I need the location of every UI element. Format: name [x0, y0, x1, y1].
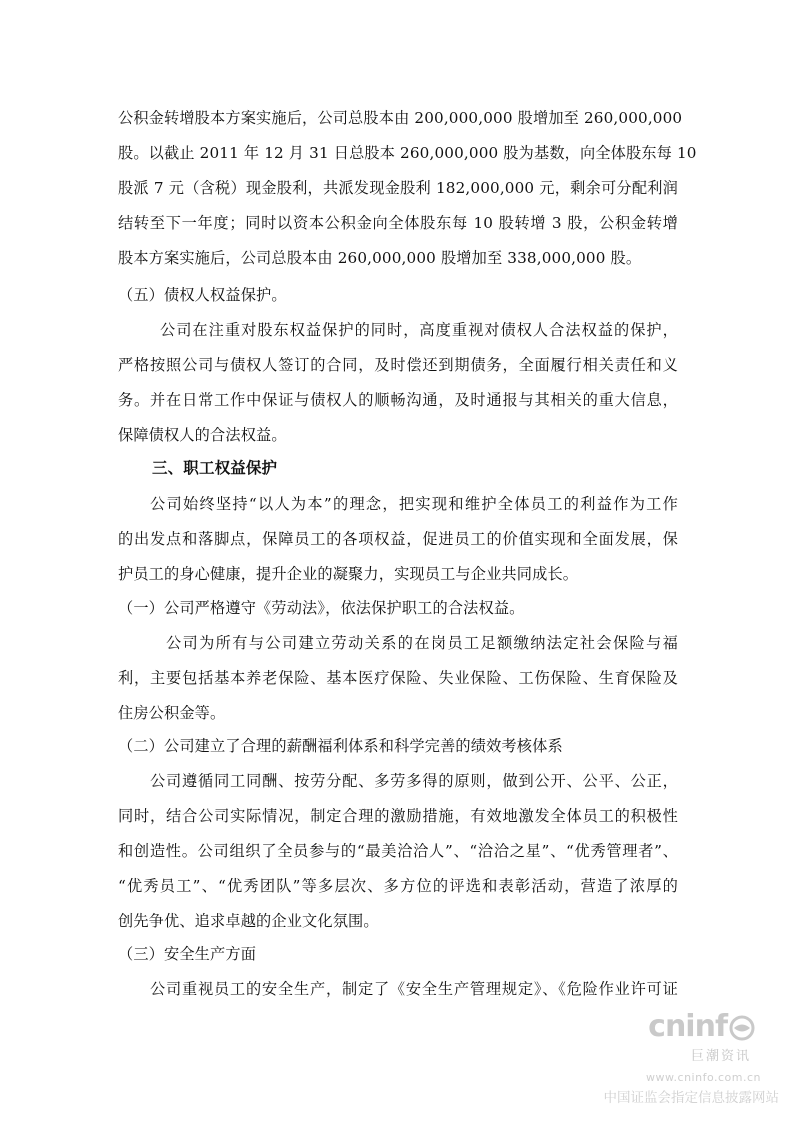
section-heading: （一）公司严格遵守《劳动法》，依法保护职工的合法权益。 — [118, 599, 525, 617]
paragraph-line: 公司在注重对股东权益保护的同时，高度重视对债权人合法权益的保护， — [160, 321, 678, 339]
paragraph-line: 股派 7 元（含税）现金股利，共派发现金股利 182,000,000 元，剩余可分配利润 — [118, 179, 678, 197]
section-heading: （二）公司建立了合理的薪酬福利体系和科学完善的绩效考核体系 — [118, 737, 563, 755]
paragraph-line: 结转至下一年度；同时以资本公积金向全体股东每 10 股转增 3 股，公积金转增 — [118, 214, 678, 232]
watermark-brand-name: 巨潮资讯 — [690, 1049, 751, 1064]
paragraph-line: 保障债权人的合法权益。 — [118, 426, 287, 444]
paragraph-line: 公司重视员工的安全生产，制定了《安全生产管理规定》、《危险作业许可证 — [150, 980, 678, 998]
cninfo-logo — [648, 1009, 755, 1044]
section-heading: （五）债权人权益保护。 — [118, 286, 287, 304]
paragraph-line: 和创造性。公司组织了全员参与的“最美洽洽人”、“洽洽之星”、“优秀管理者”、 — [118, 842, 678, 860]
logo-swirl-icon — [729, 1015, 755, 1041]
paragraph-line: 利，主要包括基本养老保险、基本医疗保险、失业保险、工伤保险、生育保险及 — [118, 669, 678, 687]
paragraph-line: 护员工的身心健康，提升企业的凝聚力，实现员工与企业共同成长。 — [118, 565, 579, 583]
watermark-url: www.cninfo.com.cn — [646, 1071, 761, 1084]
paragraph-line: 住房公积金等。 — [118, 704, 226, 722]
logo-text: cninf — [648, 1009, 727, 1044]
paragraph-line: 股本方案实施后，公司总股本由 260,000,000 股增加至 338,000,000 股。 — [118, 249, 642, 267]
paragraph-line: 公司为所有与公司建立劳动关系的在岗员工足额缴纳法定社会保险与福 — [166, 634, 678, 652]
paragraph-line: 股。以截止 2011 年 12 月 31 日总股本 260,000,000 股为基数，向全体股东每 10 — [118, 144, 697, 162]
paragraph-line: 公司始终坚持“以人为本”的理念，把实现和维护全体员工的利益作为工作 — [150, 495, 678, 513]
watermark-description: 中国证监会指定信息披露网站 — [603, 1090, 779, 1106]
section-heading: （三）安全生产方面 — [118, 945, 257, 963]
paragraph-line: 公积金转增股本方案实施后，公司总股本由 200,000,000 股增加至 260,000,000 — [118, 109, 683, 127]
paragraph-line: 创先争优、追求卓越的企业文化氛围。 — [118, 912, 379, 930]
paragraph-line: 务。并在日常工作中保证与债权人的顺畅沟通，及时通报与其相关的重大信息， — [118, 391, 678, 409]
paragraph-line: 的出发点和落脚点，保障员工的各项权益，促进员工的价值实现和全面发展，保 — [118, 530, 678, 548]
paragraph-line: 公司遵循同工同酬、按劳分配、多劳多得的原则，做到公开、公平、公正， — [150, 772, 678, 790]
paragraph-line: 严格按照公司与债权人签订的合同，及时偿还到期债务，全面履行相关责任和义 — [118, 356, 678, 374]
paragraph-line: “优秀员工”、“优秀团队”等多层次、多方位的评选和表彰活动，营造了浓厚的 — [118, 877, 678, 895]
paragraph-line: 同时，结合公司实际情况，制定合理的激励措施，有效地激发全体员工的积极性 — [118, 807, 678, 825]
chapter-heading: 三、职工权益保护 — [152, 459, 278, 477]
